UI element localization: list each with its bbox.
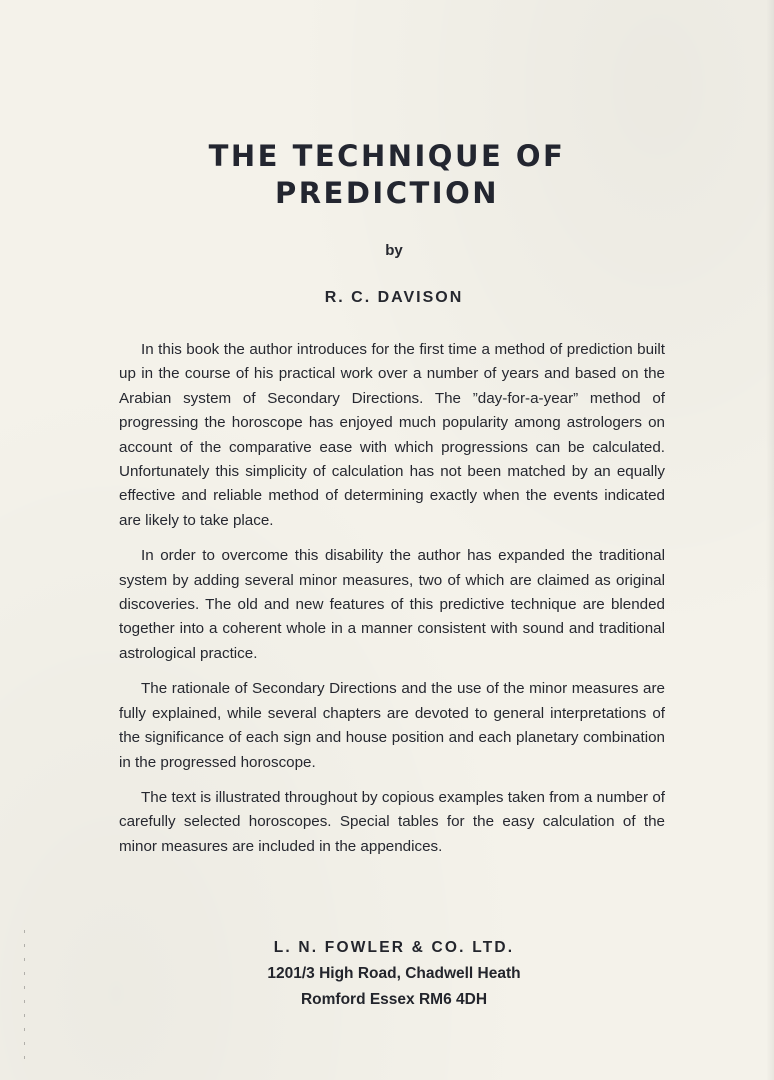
description-paragraph-1: In this book the author introduces for the first time a method of prediction built up in the course of his practical work over a number of years and based on the Arabian system of Secondary Directions. The ”day-for-a-year” method of progressing the horoscope has enjoyed much popularity among astrologers on account of the comparative ease with which progressions can be calculated. Unfortunately this simplicity of calculation has not been matched by an equally effective and reliable method of determining exactly when the events indicated are likely to take place. [119, 341, 665, 529]
book-title [0, 138, 774, 212]
description-paragraph-3: The rationale of Secondary Directions and the use of the minor measures are fully explained, while several chapters are devoted to general interpretations of the significance of each sign and house position and each planetary combination in the progressed horoscope. [119, 680, 665, 771]
book-description [119, 338, 665, 870]
description-paragraph-4: The text is illustrated throughout by copious examples taken from a number of carefully selected horoscopes. Special tables for the easy calculation of the minor measures are included in the appendices. [119, 788, 665, 855]
publisher-address-line-2: Romford Essex RM6 4DH [300, 991, 488, 1008]
publisher-address-line-1: 1201/3 High Road, Chadwell Heath [267, 965, 521, 982]
author-name: R. C. DAVISON [324, 289, 464, 306]
description-paragraph-2: In order to overcome this disability the author has expanded the traditional system by adding several minor measures, two of which are claimed as original discoveries. The old and new features of this predictive technique are blended together into a coherent whole in a manner consistent with sound and traditional astrological practice. [119, 547, 665, 662]
book-title-line-2: PREDICTION [274, 176, 500, 210]
publisher-block [0, 935, 774, 1013]
by-line: by [385, 242, 403, 259]
publisher-name: L. N. FOWLER & CO. LTD. [273, 939, 515, 956]
book-title-line-1: THE TECHNIQUE OF [208, 139, 566, 173]
